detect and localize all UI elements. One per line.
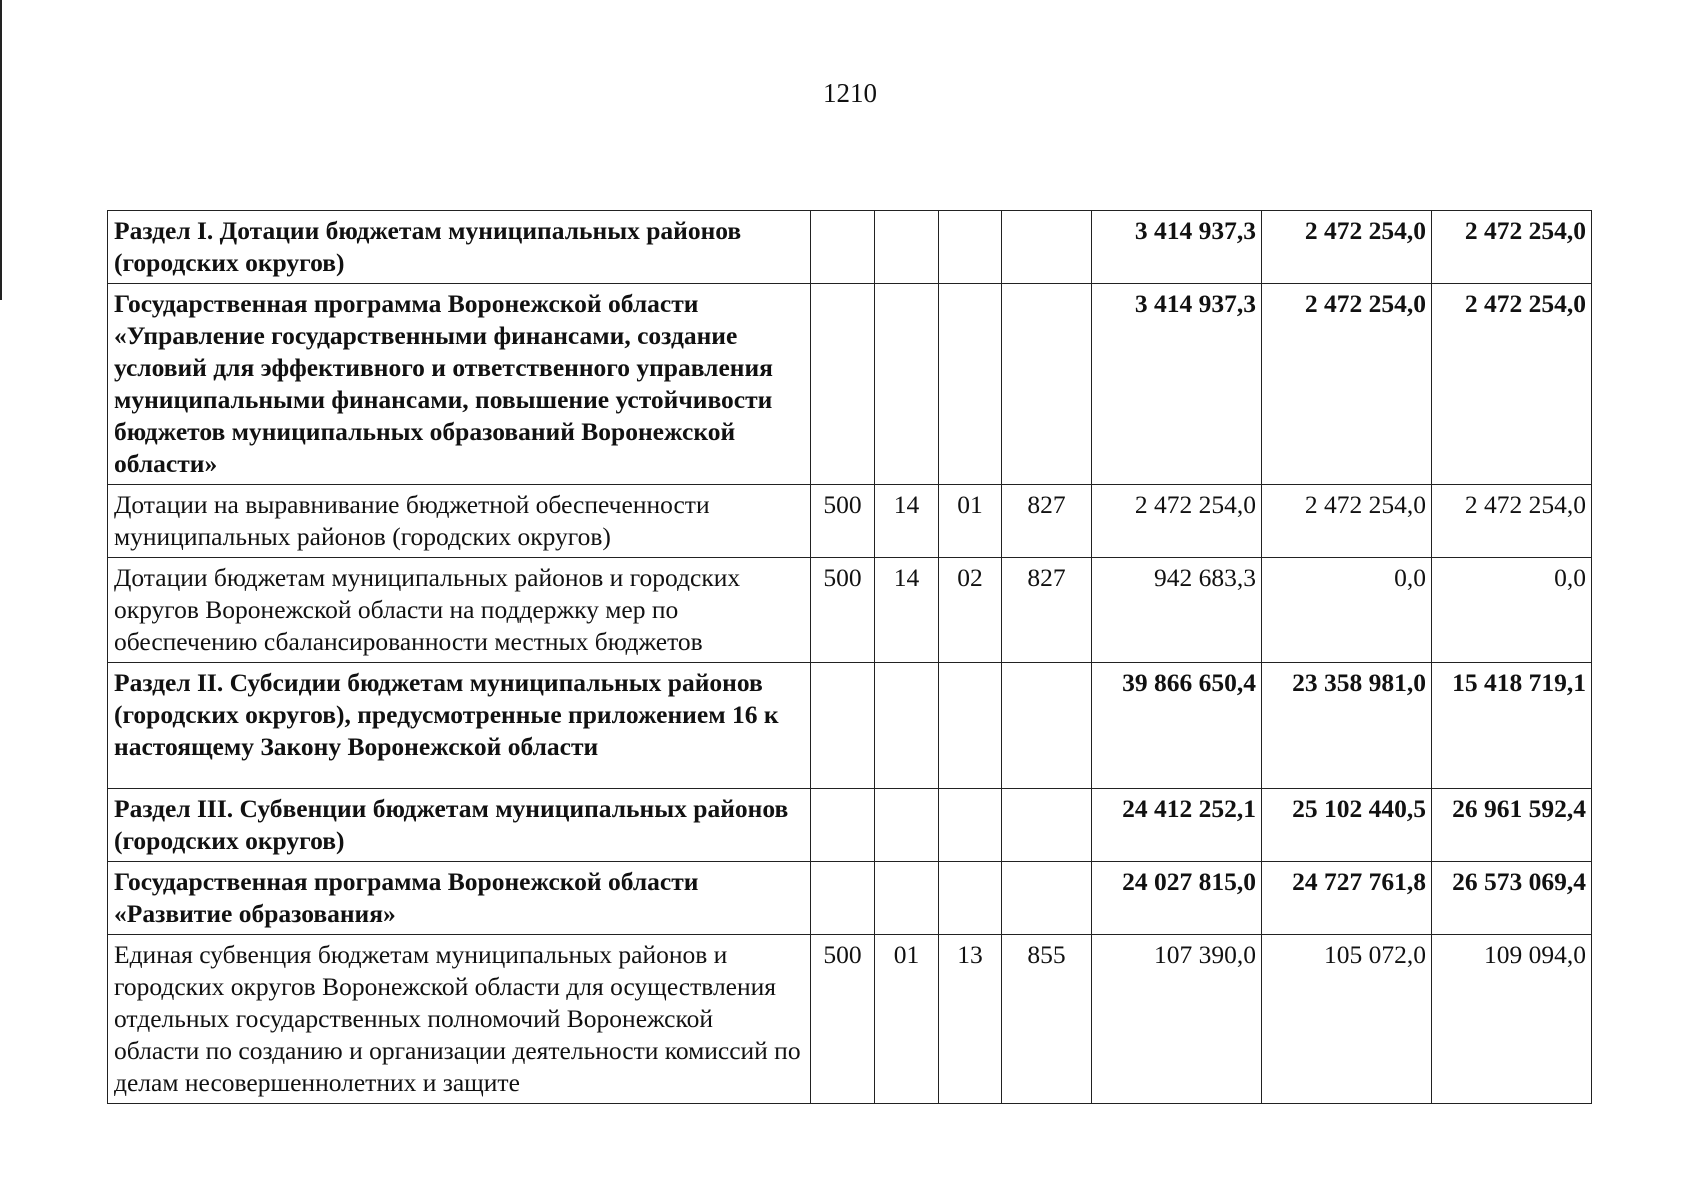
section-code-cell bbox=[875, 284, 939, 485]
section-code-cell: 14 bbox=[875, 485, 939, 558]
row-name-cell: Государственная программа Воронежской области «Управление государственными финансами, создание условий для эффективного и ответственного управления муниципальными финансами, повышение устойчивости бюджетов муниципальных образований Воронежской области» bbox=[108, 284, 811, 485]
page-number: 1210 bbox=[823, 78, 877, 108]
amount-year3-cell: 26 961 592,4 bbox=[1432, 789, 1592, 862]
subsection-code-cell bbox=[939, 862, 1002, 935]
budget-table bbox=[107, 210, 1592, 1104]
table-row bbox=[108, 663, 1592, 789]
table-body bbox=[108, 211, 1592, 1104]
expense-type-code-cell bbox=[1002, 862, 1092, 935]
amount-year3-cell: 109 094,0 bbox=[1432, 935, 1592, 1104]
amount-year3-cell: 2 472 254,0 bbox=[1432, 485, 1592, 558]
amount-year1-cell: 3 414 937,3 bbox=[1092, 284, 1262, 485]
amount-year2-cell: 24 727 761,8 bbox=[1262, 862, 1432, 935]
amount-year1-cell: 107 390,0 bbox=[1092, 935, 1262, 1104]
subsection-code-cell bbox=[939, 663, 1002, 789]
row-name-cell: Дотации на выравнивание бюджетной обеспеченности муниципальных районов (городских округов) bbox=[108, 485, 811, 558]
amount-year1-cell: 24 412 252,1 bbox=[1092, 789, 1262, 862]
section-code-cell bbox=[875, 789, 939, 862]
grbs-code-cell bbox=[811, 211, 875, 284]
amount-year3-cell: 0,0 bbox=[1432, 558, 1592, 663]
expense-type-code-cell bbox=[1002, 211, 1092, 284]
expense-type-code-cell: 827 bbox=[1002, 558, 1092, 663]
expense-type-code-cell bbox=[1002, 284, 1092, 485]
subsection-code-cell: 01 bbox=[939, 485, 1002, 558]
table-row bbox=[108, 558, 1592, 663]
table-row bbox=[108, 485, 1592, 558]
row-name-cell: Раздел I. Дотации бюджетам муниципальных районов (городских округов) bbox=[108, 211, 811, 284]
amount-year1-cell: 39 866 650,4 bbox=[1092, 663, 1262, 789]
grbs-code-cell bbox=[811, 862, 875, 935]
grbs-code-cell bbox=[811, 789, 875, 862]
row-name-cell: Раздел III. Субвенции бюджетам муниципальных районов (городских округов) bbox=[108, 789, 811, 862]
expense-type-code-cell: 855 bbox=[1002, 935, 1092, 1104]
subsection-code-cell bbox=[939, 211, 1002, 284]
table-row bbox=[108, 935, 1592, 1104]
subsection-code-cell: 13 bbox=[939, 935, 1002, 1104]
section-code-cell: 14 bbox=[875, 558, 939, 663]
amount-year2-cell: 23 358 981,0 bbox=[1262, 663, 1432, 789]
amount-year2-cell: 25 102 440,5 bbox=[1262, 789, 1432, 862]
amount-year1-cell: 2 472 254,0 bbox=[1092, 485, 1262, 558]
expense-type-code-cell bbox=[1002, 663, 1092, 789]
expense-type-code-cell: 827 bbox=[1002, 485, 1092, 558]
section-code-cell bbox=[875, 663, 939, 789]
subsection-code-cell: 02 bbox=[939, 558, 1002, 663]
expense-type-code-cell bbox=[1002, 789, 1092, 862]
amount-year1-cell: 942 683,3 bbox=[1092, 558, 1262, 663]
amount-year2-cell: 0,0 bbox=[1262, 558, 1432, 663]
table-row bbox=[108, 862, 1592, 935]
amount-year3-cell: 26 573 069,4 bbox=[1432, 862, 1592, 935]
row-name-cell: Единая субвенция бюджетам муниципальных районов и городских округов Воронежской области для осуществления отдельных государственных полномочий Воронежской области по созданию и организации деятельности комиссий по делам несовершеннолетних и защите bbox=[108, 935, 811, 1104]
grbs-code-cell: 500 bbox=[811, 935, 875, 1104]
amount-year3-cell: 15 418 719,1 bbox=[1432, 663, 1592, 789]
table-row bbox=[108, 789, 1592, 862]
amount-year1-cell: 3 414 937,3 bbox=[1092, 211, 1262, 284]
grbs-code-cell bbox=[811, 284, 875, 485]
scan-edge-line bbox=[0, 0, 2, 300]
table-row bbox=[108, 284, 1592, 485]
row-name-cell: Раздел II. Субсидии бюджетам муниципальных районов (городских округов), предусмотренные приложением 16 к настоящему Закону Воронежской области bbox=[108, 663, 811, 789]
table-row bbox=[108, 211, 1592, 284]
grbs-code-cell bbox=[811, 663, 875, 789]
subsection-code-cell bbox=[939, 284, 1002, 485]
amount-year2-cell: 2 472 254,0 bbox=[1262, 211, 1432, 284]
section-code-cell bbox=[875, 211, 939, 284]
grbs-code-cell: 500 bbox=[811, 558, 875, 663]
row-name-cell: Государственная программа Воронежской области «Развитие образования» bbox=[108, 862, 811, 935]
subsection-code-cell bbox=[939, 789, 1002, 862]
section-code-cell: 01 bbox=[875, 935, 939, 1104]
amount-year3-cell: 2 472 254,0 bbox=[1432, 284, 1592, 485]
amount-year3-cell: 2 472 254,0 bbox=[1432, 211, 1592, 284]
amount-year1-cell: 24 027 815,0 bbox=[1092, 862, 1262, 935]
amount-year2-cell: 105 072,0 bbox=[1262, 935, 1432, 1104]
section-code-cell bbox=[875, 862, 939, 935]
amount-year2-cell: 2 472 254,0 bbox=[1262, 485, 1432, 558]
row-name-cell: Дотации бюджетам муниципальных районов и городских округов Воронежской области на поддержку мер по обеспечению сбалансированности местных бюджетов bbox=[108, 558, 811, 663]
grbs-code-cell: 500 bbox=[811, 485, 875, 558]
amount-year2-cell: 2 472 254,0 bbox=[1262, 284, 1432, 485]
